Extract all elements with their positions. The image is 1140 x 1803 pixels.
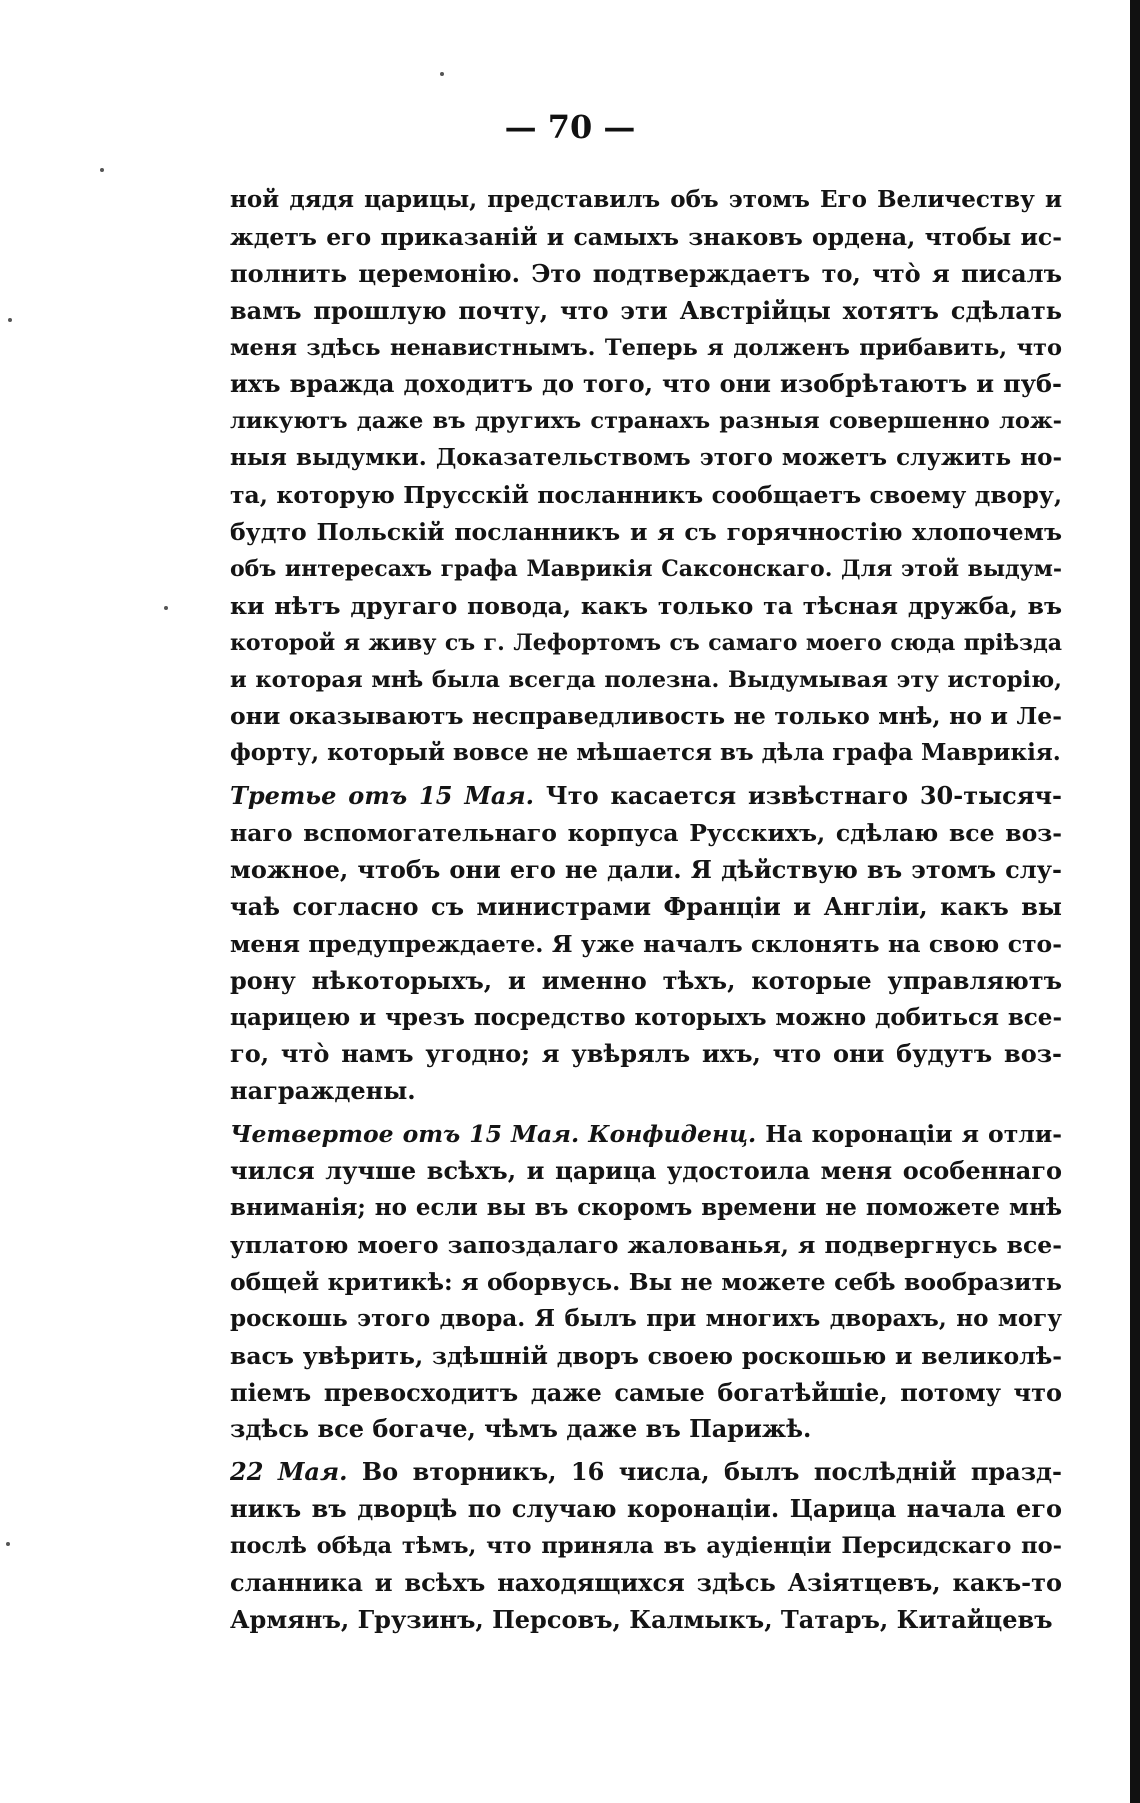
text-line <box>230 662 1062 699</box>
line-text: ихъ вражда доходитъ до того, что они изобрѣтаютъ и пуб- <box>230 369 1062 399</box>
text-line <box>230 778 1062 815</box>
text-line <box>230 330 1062 367</box>
line-text: послѣ обѣда тѣмъ, что приняла въ аудіенціи Персидскаго по- <box>230 1533 1062 1560</box>
text-line <box>230 889 1062 926</box>
line-text: чился лучше всѣхъ, и царица удостоила меня особеннаго <box>230 1156 1062 1186</box>
line-text: та, которую Прусскій посланникъ сообщаетъ своему двору, <box>230 481 1062 510</box>
line-text: Во вторникъ, 16 числа, былъ послѣдній празд- <box>347 1457 1062 1487</box>
paragraph <box>230 1454 1062 1638</box>
line-text: вниманія; но если вы въ скоромъ времени не поможете мнѣ <box>230 1194 1062 1222</box>
page-number: — 70 — <box>504 108 636 146</box>
text-line <box>230 1153 1062 1190</box>
letter-date-heading: 22 Мая. <box>230 1457 348 1487</box>
line-text: царицею и чрезъ посредство которыхъ можно добиться все- <box>230 1003 1062 1031</box>
text-line <box>230 1264 1062 1301</box>
text-line <box>230 1602 1062 1639</box>
text-line <box>230 514 1062 551</box>
line-text: меня предупреждаете. Я уже началъ склонять на свою сто- <box>230 929 1062 958</box>
scan-speck <box>100 168 104 172</box>
line-text: вамъ прошлую почту, что эти Австрійцы хотятъ сдѣлать <box>230 295 1062 325</box>
text-line <box>230 477 1062 514</box>
text-line <box>230 403 1062 440</box>
line-text: сланника и всѣхъ находящихся здѣсь Азіятцевъ, какъ-то <box>230 1567 1062 1597</box>
line-text: они оказываютъ несправедливость не только мнѣ, но и Ле- <box>230 702 1062 731</box>
text-line <box>230 1375 1062 1412</box>
line-text: можное, чтобъ они его не дали. Я дѣйствую въ этомъ слу- <box>230 855 1062 885</box>
line-text: меня здѣсь ненавистнымъ. Теперь я долженъ прибавить, что <box>230 334 1062 361</box>
text-line <box>230 852 1062 889</box>
line-text: На коронаціи я отли- <box>756 1120 1062 1149</box>
text-line <box>230 219 1062 256</box>
text-line <box>230 1000 1062 1037</box>
line-text: Армянъ, Грузинъ, Персовъ, Калмыкъ, Татаръ, Китайцевъ <box>230 1604 1053 1634</box>
text-line <box>230 1491 1062 1528</box>
line-text: ликуютъ даже въ другихъ странахъ разныя совершенно лож- <box>230 408 1062 435</box>
text-line <box>230 1411 1062 1448</box>
scan-speck <box>164 606 168 610</box>
line-text: роскошь этого двора. Я былъ при многихъ дворахъ, но могу <box>230 1304 1062 1332</box>
line-text: го, чтò намъ угодно; я увѣрялъ ихъ, что они будутъ воз- <box>230 1039 1062 1069</box>
text-line <box>230 256 1062 293</box>
letter-date-heading: Четвертое отъ 15 Мая. Конфиденц. <box>230 1120 757 1149</box>
text-line <box>230 1190 1062 1227</box>
text-line <box>230 588 1062 625</box>
text-line <box>230 815 1062 852</box>
line-text: которой я живу съ г. Лефортомъ съ самаго моего сюда пріѣзда <box>230 629 1062 656</box>
text-line <box>230 182 1062 219</box>
line-text: награждены. <box>230 1076 416 1106</box>
scan-speck <box>440 72 444 76</box>
line-text: чаѣ согласно съ министрами Франціи и Англіи, какъ вы <box>230 891 1062 921</box>
line-text: и которая мнѣ была всегда полезна. Выдумывая эту исторію, <box>230 666 1062 693</box>
text-line <box>230 735 1062 772</box>
line-text: форту, который вовсе не мѣшается въ дѣла графа Маврикія. <box>230 739 1061 767</box>
text-line <box>230 1036 1062 1073</box>
line-text: ной дядя царицы, представилъ объ этомъ Его Величеству и <box>230 186 1062 213</box>
line-text: общей критикѣ: я оборвусь. Вы не можете себѣ вообразить <box>230 1267 1062 1296</box>
text-line <box>230 1565 1062 1602</box>
line-text: полнить церемонію. Это подтверждаетъ то, чтò я писалъ <box>230 258 1062 288</box>
text-line <box>230 440 1062 477</box>
line-text: рону нѣкоторыхъ, и именно тѣхъ, которые управляютъ <box>230 965 1062 995</box>
text-line <box>230 625 1062 662</box>
text-line <box>230 1528 1062 1565</box>
line-text: васъ увѣрить, здѣшній дворъ своею роскошью и великолѣ- <box>230 1341 1062 1370</box>
text-line <box>230 1338 1062 1375</box>
text-line <box>230 1301 1062 1338</box>
paragraph <box>230 182 1062 772</box>
text-line <box>230 551 1062 588</box>
body-text <box>230 182 1062 1639</box>
line-text: ныя выдумки. Доказательствомъ этого можетъ служить но- <box>230 444 1062 472</box>
text-line <box>230 1073 1062 1110</box>
line-text: уплатою моего запоздалаго жалованья, я подвергнусь все- <box>230 1230 1062 1259</box>
text-line <box>230 926 1062 963</box>
text-line <box>230 1116 1062 1153</box>
text-line <box>230 1454 1062 1491</box>
text-line <box>230 293 1062 330</box>
paragraph <box>230 778 1062 1110</box>
scan-speck <box>8 318 12 322</box>
line-text: никъ въ дворцѣ по случаю коронаціи. Царица начала его <box>230 1494 1062 1524</box>
scan-speck <box>6 1542 10 1546</box>
line-text: наго вспомогательнаго корпуса Русскихъ, сдѣлаю все воз- <box>230 819 1062 848</box>
letter-date-heading: Третье отъ 15 Мая. <box>230 781 534 811</box>
text-line <box>230 1227 1062 1264</box>
line-text: будто Польскій посланникъ и я съ горячностію хлопочемъ <box>230 518 1062 547</box>
line-text: Что касается извѣстнаго 30-тысяч- <box>533 781 1062 811</box>
paragraph <box>230 1116 1062 1448</box>
line-text: піемъ превосходитъ даже самые богатѣйшіе, потому что <box>230 1377 1062 1407</box>
text-line <box>230 366 1062 403</box>
scan-edge <box>1130 0 1140 1803</box>
text-line <box>230 698 1062 735</box>
text-line <box>230 963 1062 1000</box>
line-text: ждетъ его приказаній и самыхъ знаковъ ордена, чтобы ис- <box>230 222 1062 251</box>
line-text: объ интересахъ графа Маврикія Саксонскаго. Для этой выдум- <box>230 555 1062 582</box>
line-text: здѣсь все богаче, чѣмъ даже въ Парижѣ. <box>230 1414 812 1444</box>
line-text: ки нѣтъ другаго повода, какъ только та тѣсная дружба, въ <box>230 591 1062 620</box>
